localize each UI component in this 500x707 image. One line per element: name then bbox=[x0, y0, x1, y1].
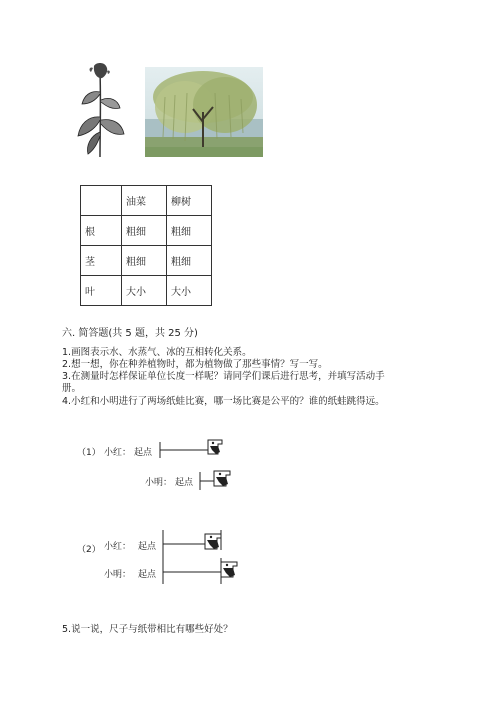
row-label-stem: 茎 bbox=[81, 246, 122, 276]
question-4: 4.小红和小明进行了两场纸蛙比赛，哪一场比赛是公平的？谁的纸蛙跳得远。 bbox=[62, 396, 385, 407]
race-1-number: （1） bbox=[77, 448, 101, 458]
frog-icon bbox=[205, 534, 221, 549]
row-label-root: 根 bbox=[81, 216, 122, 246]
question-3: 3.在测量时怎样保证单位长度一样呢？请同学们课后进行思考，并填写活动手 bbox=[62, 371, 385, 382]
table-cell: 大小 bbox=[167, 276, 212, 306]
frog-icon bbox=[214, 471, 230, 486]
rape-plant-image bbox=[76, 62, 126, 158]
race-2-ming-start: 起点 bbox=[138, 570, 157, 580]
comparison-table bbox=[80, 185, 212, 306]
race-2-number: （2） bbox=[77, 545, 101, 555]
willow-tree-photo bbox=[145, 67, 263, 157]
race-1-diagram bbox=[150, 436, 240, 496]
race-1-hong-start: 起点 bbox=[134, 448, 153, 458]
table-row bbox=[81, 186, 212, 216]
table-cell: 粗细 bbox=[122, 246, 167, 276]
race-2-diagram bbox=[155, 528, 245, 588]
race-1-hong-label: 小红： bbox=[104, 448, 132, 458]
race-2-ming-label: 小明： bbox=[104, 570, 132, 580]
table-header-willow: 柳树 bbox=[167, 186, 212, 216]
row-label-leaf: 叶 bbox=[81, 276, 122, 306]
question-1: 1.画图表示水、水蒸气、冰的互相转化关系。 bbox=[62, 347, 252, 358]
table-cell: 粗细 bbox=[167, 216, 212, 246]
table-header-rape: 油菜 bbox=[122, 186, 167, 216]
table-cell: 粗细 bbox=[122, 216, 167, 246]
race-1-ming-start: 起点 bbox=[175, 478, 194, 488]
table-cell: 大小 bbox=[122, 276, 167, 306]
race-2-hong-start: 起点 bbox=[138, 542, 157, 552]
race-2-hong-label: 小红： bbox=[104, 542, 132, 552]
table-row bbox=[81, 216, 212, 246]
frog-icon bbox=[208, 440, 222, 454]
question-5: 5.说一说，尺子与纸带相比有哪些好处？ bbox=[62, 624, 233, 635]
table-cell: 粗细 bbox=[167, 246, 212, 276]
table-row bbox=[81, 276, 212, 306]
table-cell bbox=[81, 186, 122, 216]
race-1-ming-label: 小明： bbox=[145, 478, 173, 488]
section-title: 六. 简答题(共 5 题，共 25 分) bbox=[62, 328, 198, 339]
question-2: 2.想一想，你在种养植物时，都为植物做了那些事情？写一写。 bbox=[62, 359, 328, 370]
table-row bbox=[81, 246, 212, 276]
frog-icon bbox=[221, 562, 237, 577]
question-3-continued: 册。 bbox=[62, 383, 82, 394]
